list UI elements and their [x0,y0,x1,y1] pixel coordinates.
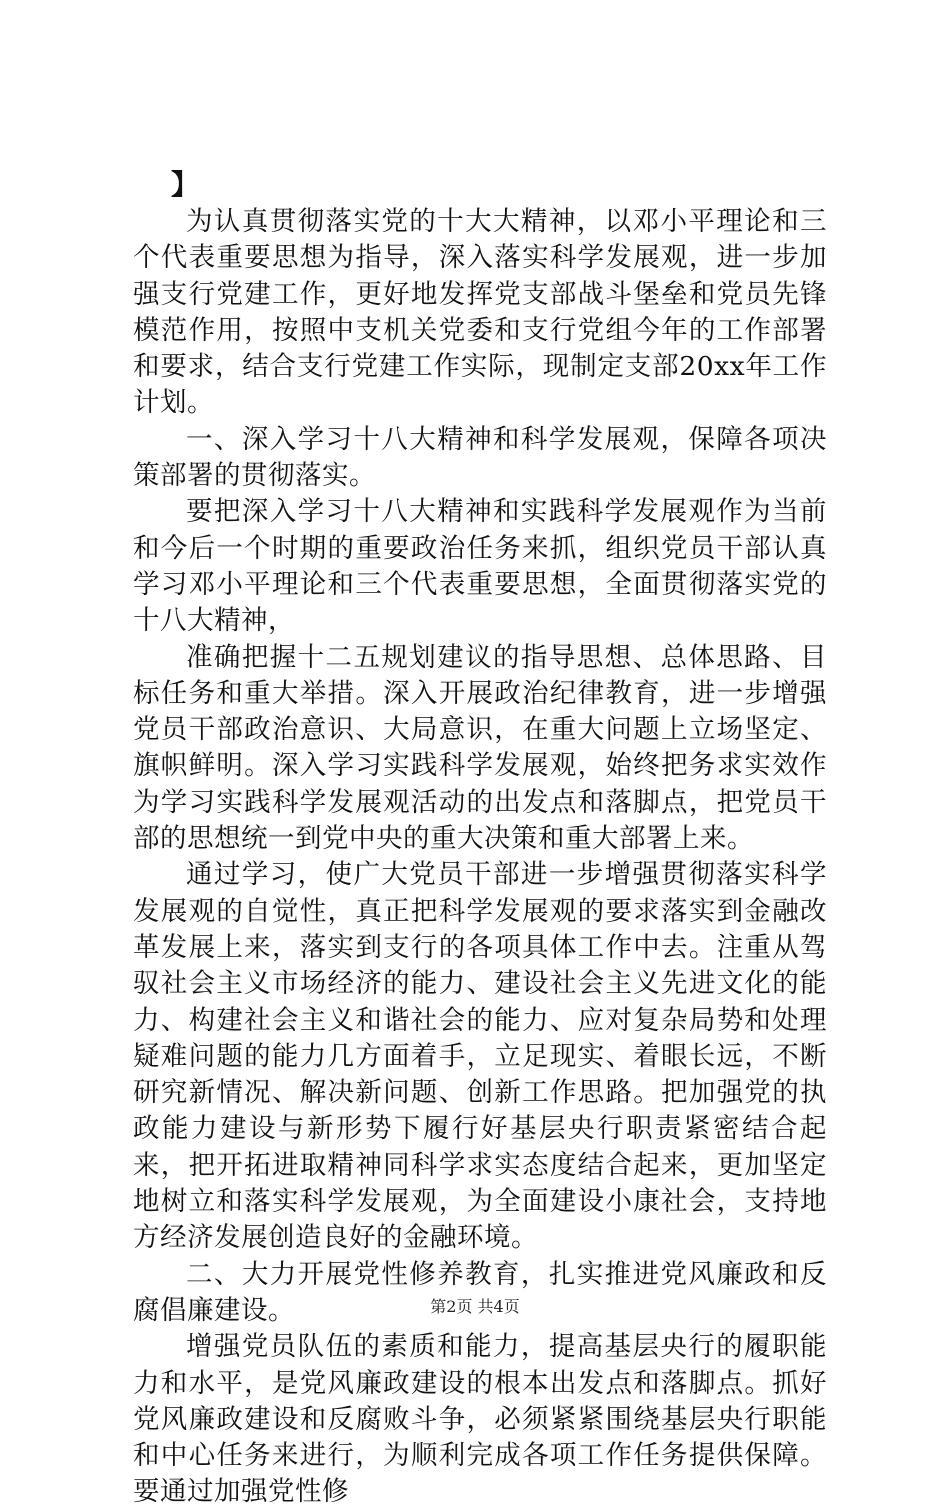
paragraph-study: 要把深入学习十八大精神和实践科学发展观作为当前和今后一个时期的重要政治任务来抓，组织党员干部认真学习邓小平理论和三个代表重要思想，全面贯彻落实党的十八大精神， [133,496,827,637]
paragraph-strengthen: 增强党员队伍的素质和能力，提高基层央行的履职能力和水平，是党风廉政建设的根本出发点和落脚点。抓好党风廉政建设和反腐败斗争，必须紧紧围绕基层央行职能和中心任务来进行，为顺利完成各项工作任务提供保障。要通过加强党性修 [133,1331,827,1508]
paragraph-intro: 为认真贯彻落实党的十大大精神，以邓小平理论和三个代表重要思想为指导，深入落实科学发展观，进一步加强支行党建工作，更好地发挥党支部战斗堡垒和党员先锋模范作用，按照中支机关党委和支行党组今年的工作部署和要求，结合支行党建工作实际，现制定支部20xx年工作计划。 [133,206,827,419]
section-heading-2: 二、大力开展党性修养教育，扎实推进党风廉政和反腐倡廉建设。 [133,1258,827,1326]
section-heading-1: 一、深入学习十八大精神和科学发展观，保障各项决策部署的贯彻落实。 [133,423,827,492]
paragraph-grasp: 准确把握十二五规划建议的指导思想、总体思路、目标任务和重大举措。深入开展政治纪律教育，进一步增强党员干部政治意识、大局意识，在重大问题上立场坚定、旗帜鲜明。深入学习实践科学发展观，始终把务求实效作为学习实践科学发展观活动的出发点和落脚点，把党员干部的思想统一到党中央的重大决策和重大部署上来。 [133,641,827,855]
closing-bracket: 】 [171,168,200,201]
paragraph-learning: 通过学习，使广大党员干部进一步增强贯彻落实科学发展观的自觉性，真正把科学发展观的要求落实到金融改革发展上来，落实到支行的各项具体工作中去。注重从驾驭社会主义市场经济的能力、建设社会主义先进文化的能力、构建社会主义和谐社会的能力、应对复杂局势和处理疑难问题的能力几方面着手，立足现实、着眼长远，不断研究新情况、解决新问题、创新工作思路。把加强党的执政能力建设与新形势下履行好基层央行职责紧密结合起来，把开拓进取精神同科学求实态度结合起来，更加坚定地树立和落实科学发展观，为全面建设小康社会，支持地方经济发展创造良好的金融环境。 [133,859,827,1254]
page-number-footer: 第2页 共4页 [430,1297,520,1316]
